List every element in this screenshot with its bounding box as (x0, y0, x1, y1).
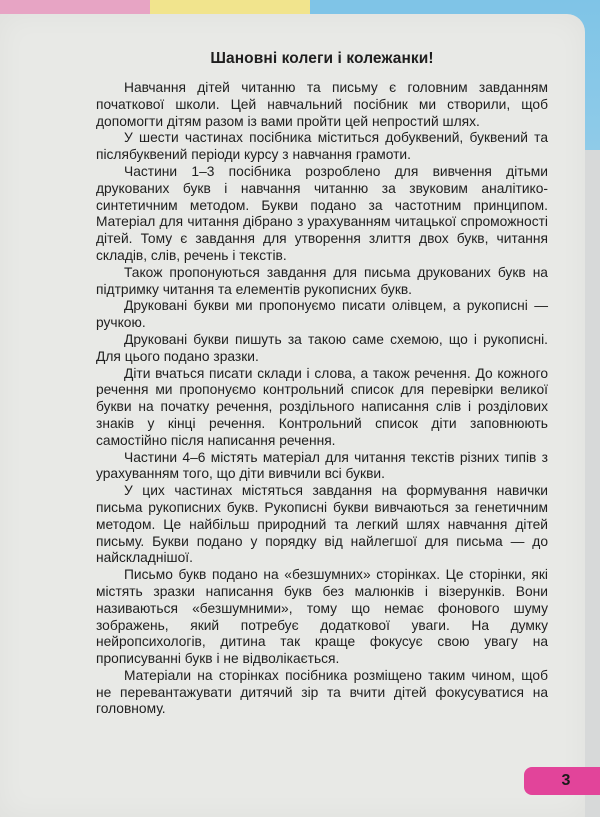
paragraph: Частини 4–6 містять матеріал для читання текстів різних типів з урахуванням того, що діти вивчили всі букви. (96, 449, 548, 482)
paragraph: Також пропонуються завдання для письма друкованих букв на підтримку читання та елементів рукописних букв. (96, 264, 548, 297)
page-number-badge (524, 767, 600, 795)
paragraph: Діти вчаться писати склади і слова, а також речення. До кожного речення ми пропонуємо контрольний список для перевірки великої букви на початку речення, роздільного написання слів і розділових знаків у кінці речення. Контрольний список діти заповнюють самостійно після написання речення. (96, 365, 548, 448)
paragraph: Друковані букви пишуть за такою саме схемою, що і рукописні. Для цього подано зразки. (96, 331, 548, 364)
paragraph: У цих частинах містяться завдання на формування навички письма рукописних букв. Рукописні букви вивчаються за генетичним методом. Це найбільш природний та легкий шлях навчання дітей письму. Букви подано у порядку від найлегшої для письма — до найскладнішої. (96, 483, 548, 566)
paragraph: Друковані букви ми пропонуємо писати олівцем, а рукописні — ручкою. (96, 298, 548, 331)
paragraph: Навчання дітей читанню та письму є головним завданням початкової школи. Цей навчальний посібник ми створили, щоб допомогти дітям разом із вами пройти цей непростий шлях. (96, 80, 548, 129)
page-content (96, 50, 548, 718)
page-title: Шановні колеги і колежанки! (210, 50, 434, 67)
paragraph: Матеріали на сторінках посібника розміщено таким чином, щоб не перевантажувати дитячий зір та вчити дітей фокусуватися на головному. (96, 667, 548, 717)
paragraph: Частини 1–3 посібника розроблено для вивчення дітьми друкованих букв і навчання читанню за звуковим аналітико-синтетичним методом. Букви подано за частотним принципом. Матеріал для читання дібрано з урахуванням читацької спроможності дітей. Тому є завдання для утворення злиття двох букв, читання складів, слів, речень і текстів. (96, 163, 548, 263)
page-number: 3 (561, 772, 571, 789)
paragraph: Письмо букв подано на «безшумних» сторінках. Це сторінки, які містять зразки написання букв без малюнків і візерунків. Вони називаються «безшумними», тому що немає фонового шуму зображень, який потребує додаткової уваги. На думку нейропсихологів, дитина так краще фокусує свою увагу на прописуванні букв і не відволікається. (96, 567, 548, 667)
book-page (0, 14, 585, 817)
paragraph: У шести частинах посібника міститься добуквений, буквений та післябуквений періоди курсу з навчання грамоти. (96, 130, 548, 163)
